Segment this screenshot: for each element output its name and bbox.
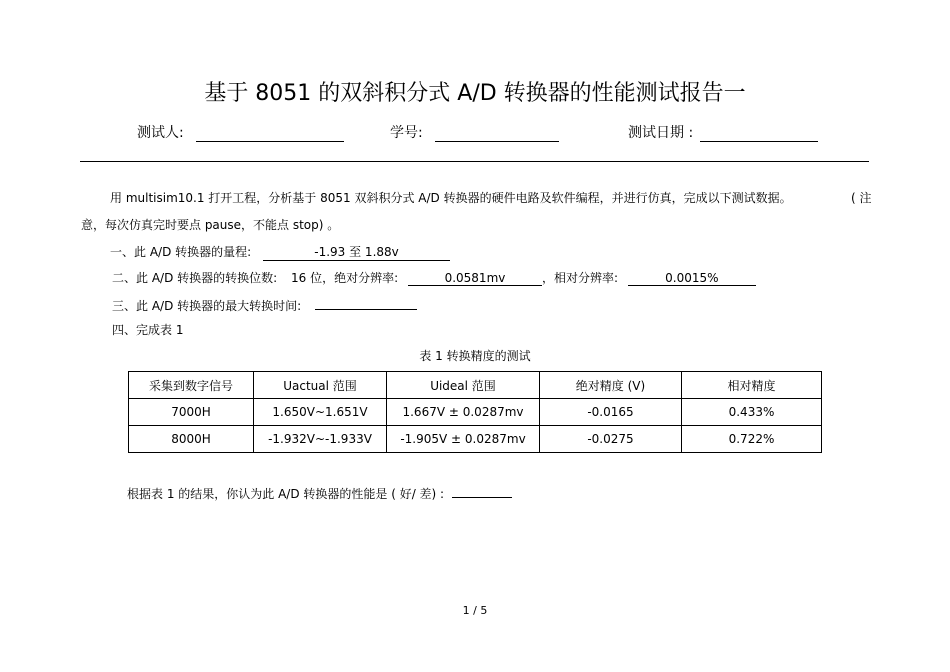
date-blank[interactable] xyxy=(700,127,818,142)
q1-label: 一、此 A/D 转换器的量程: xyxy=(110,245,252,259)
date-field xyxy=(628,122,818,142)
accuracy-table xyxy=(128,371,822,453)
conclusion xyxy=(127,483,512,502)
table-cell: 1.650V~1.651V xyxy=(254,399,387,426)
table-row xyxy=(129,426,822,453)
intro-line-2: 意，每次仿真完时要点 pause，不能点 stop) 。 xyxy=(81,218,340,232)
header-divider xyxy=(80,161,869,162)
table-cell: 1.667V ± 0.0287mv xyxy=(387,399,540,426)
table-cell: -0.0275 xyxy=(540,426,682,453)
table-header-cell: 采集到数字信号 xyxy=(129,372,254,399)
student-id-label: 学号: xyxy=(390,125,423,141)
page-title: 基于 8051 的双斜积分式 A/D 转换器的性能测试报告一 xyxy=(204,81,746,106)
page-number: 1 / 5 xyxy=(462,604,488,617)
question-4: 四、完成表 1 xyxy=(112,323,184,337)
q2-rel-label: ，相对分辨率: xyxy=(541,271,619,285)
student-id-blank[interactable] xyxy=(435,127,559,142)
table-cell: 0.433% xyxy=(682,399,822,426)
table-cell: 0.722% xyxy=(682,426,822,453)
table-cell: -1.905V ± 0.0287mv xyxy=(387,426,540,453)
tester-blank[interactable] xyxy=(196,127,344,142)
q2-abs-resolution[interactable]: 0.0581mv xyxy=(408,271,542,286)
q3-label: 三、此 A/D 转换器的最大转换时间: xyxy=(112,299,302,313)
q2-bits: 16 位，绝对分辨率: xyxy=(291,271,399,285)
table-cell: -0.0165 xyxy=(540,399,682,426)
q1-range-value[interactable]: -1.93 至 1.88v xyxy=(263,243,450,261)
table-header-cell: Uactual 范围 xyxy=(254,372,387,399)
question-1 xyxy=(110,243,450,261)
conclusion-label: 根据表 1 的结果，你认为此 A/D 转换器的性能是 ( 好/ 差) : xyxy=(127,487,445,501)
intro-line-1: 用 multisim10.1 打开工程，分析基于 8051 双斜积分式 A/D 转换器的硬件电路及软件编程，并进行仿真，完成以下测试数据。 xyxy=(110,191,792,205)
q2-rel-resolution[interactable]: 0.0015% xyxy=(628,271,756,286)
table-header-row xyxy=(129,372,822,399)
student-id-field xyxy=(390,122,559,142)
table-cell: -1.932V~-1.933V xyxy=(254,426,387,453)
table-row xyxy=(129,399,822,426)
question-2 xyxy=(112,269,756,286)
table-header-cell: 相对精度 xyxy=(682,372,822,399)
table-header-cell: Uideal 范围 xyxy=(387,372,540,399)
conclusion-blank[interactable] xyxy=(452,483,512,498)
date-label: 测试日期 : xyxy=(628,125,694,141)
tester-field xyxy=(137,122,344,142)
table-caption: 表 1 转换精度的测试 xyxy=(419,349,531,363)
table-cell: 7000H xyxy=(129,399,254,426)
tester-label: 测试人: xyxy=(137,125,184,141)
table-header-cell: 绝对精度 (V) xyxy=(540,372,682,399)
table-cell: 8000H xyxy=(129,426,254,453)
question-3 xyxy=(112,295,417,314)
q2-label: 二、此 A/D 转换器的转换位数: xyxy=(112,271,278,285)
intro-note: ( 注 xyxy=(851,191,872,205)
q3-time-blank[interactable] xyxy=(315,295,417,310)
